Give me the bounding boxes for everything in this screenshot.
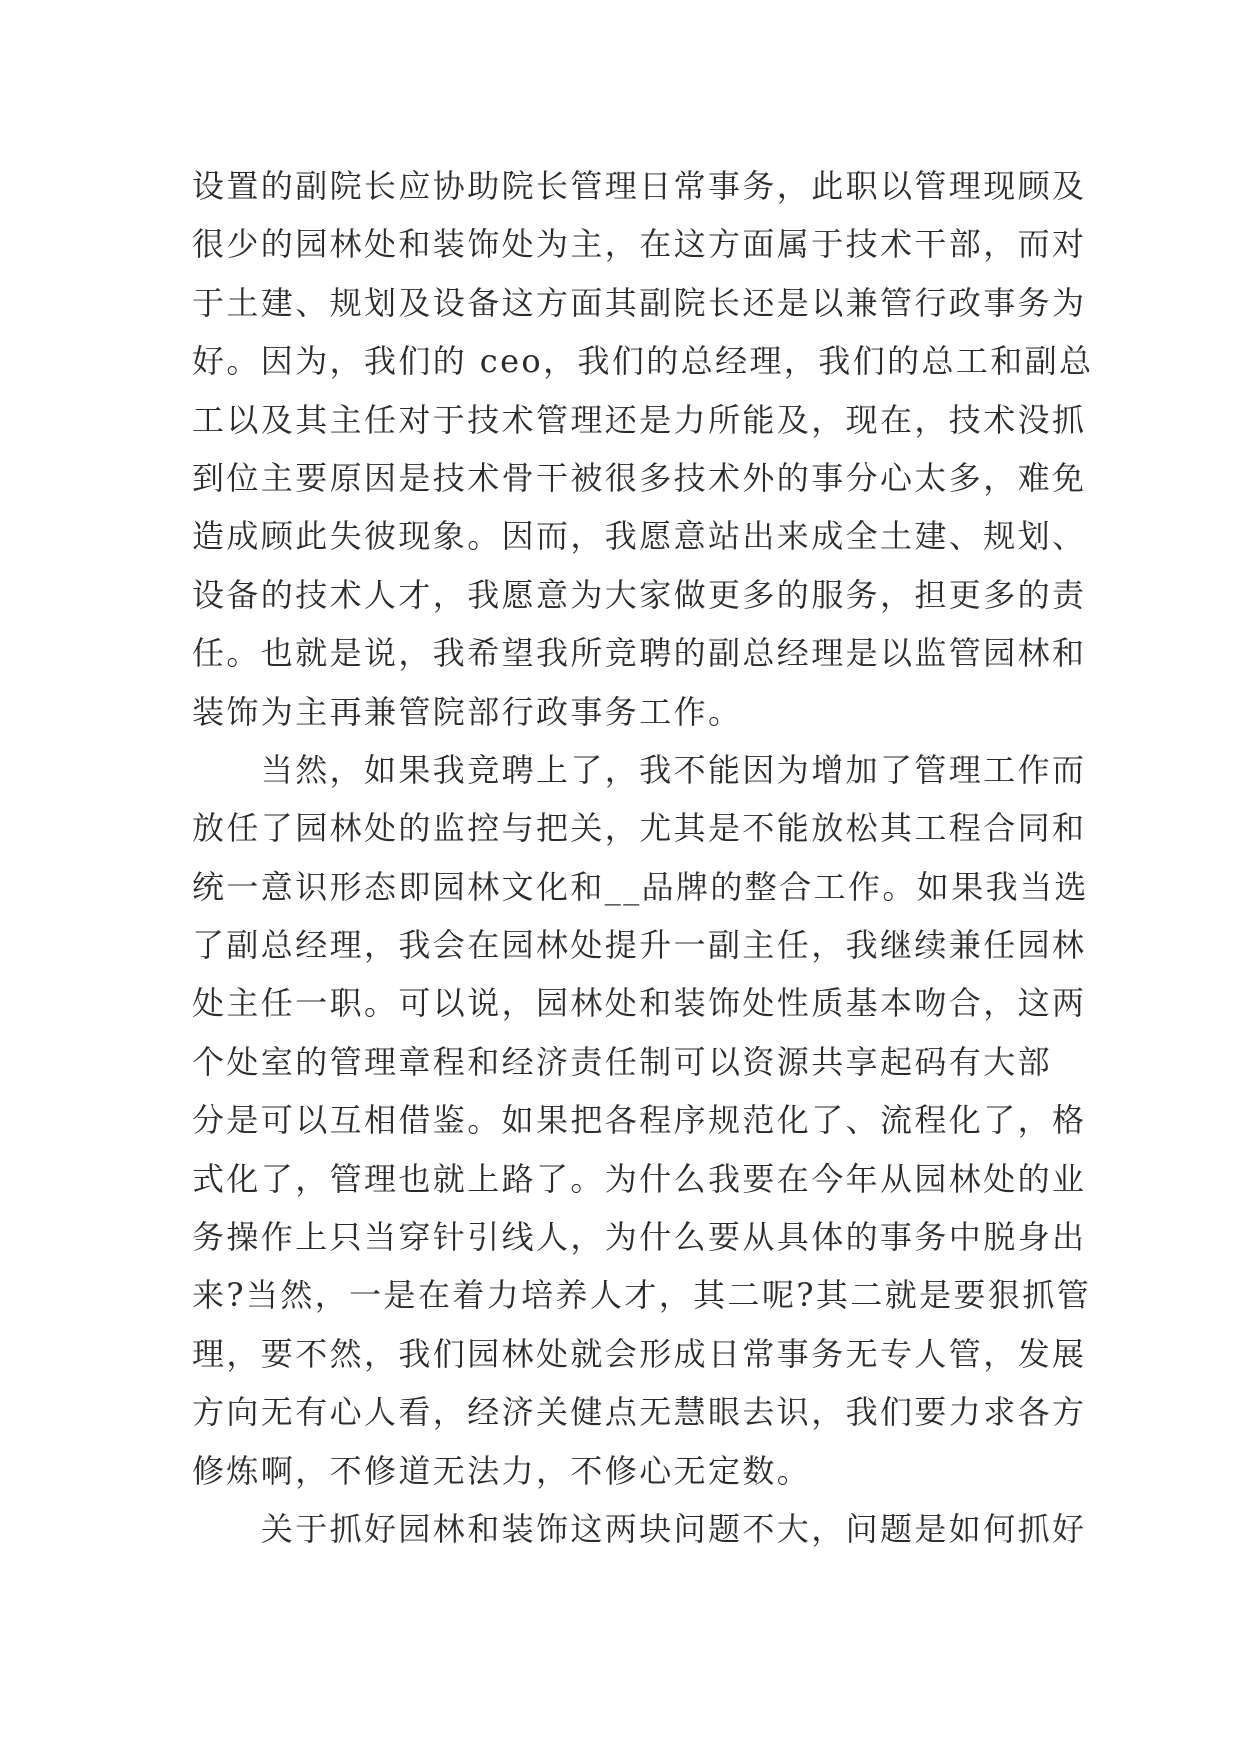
text-line: 到位主要原因是技术骨干被很多技术外的事分心太多，难免 xyxy=(192,458,1087,497)
text-line: 当然，如果我竞聘上了，我不能因为增加了管理工作而 xyxy=(192,750,1087,789)
text-line: 任。也就是说，我希望我所竞聘的副总经理是以监管园林和 xyxy=(192,634,1087,673)
text-line: 式化了，管理也就上路了。为什么我要在今年从园林处的业 xyxy=(192,1159,1087,1198)
text-line: 处主任一职。可以说，园林处和装饰处性质基本吻合，这两 xyxy=(192,984,1087,1023)
text-line: 于土建、规划及设备这方面其副院长还是以兼管行政事务为 xyxy=(192,283,1087,322)
text-line: 工以及其主任对于技术管理还是力所能及，现在，技术没抓 xyxy=(192,400,1087,439)
text-line: 设置的副院长应协助院长管理日常事务，此职以管理现顾及 xyxy=(192,167,1087,205)
text-line: 务操作上只当穿针引线人，为什么要从具体的事务中脱身出 xyxy=(192,1218,1087,1257)
body-text xyxy=(192,157,1094,1558)
text-line: 理，要不然，我们园林处就会形成日常事务无专人管，发展 xyxy=(192,1334,1087,1373)
text-line: 装饰为主再兼管院部行政事务工作。 xyxy=(192,692,743,731)
text-line: 来?当然，一是在着力培养人才，其二呢?其二就是要狠抓管 xyxy=(192,1276,1092,1315)
text-line: 统一意识形态即园林文化和__品牌的整合工作。如果我当选 xyxy=(192,867,1089,906)
text-line: 设备的技术人才，我愿意为大家做更多的服务，担更多的责 xyxy=(192,575,1087,614)
text-line: 放任了园林处的监控与把关，尤其是不能放松其工程合同和 xyxy=(192,809,1087,848)
text-line: 关于抓好园林和装饰这两块问题不大，问题是如何抓好 xyxy=(192,1509,1087,1548)
text-line: 造成顾此失彼现象。因而，我愿意站出来成全土建、规划、 xyxy=(192,517,1087,556)
text-line: 好。因为，我们的 ceo，我们的总经理，我们的总工和副总 xyxy=(192,342,1094,381)
text-line: 了副总经理，我会在园林处提升一副主任，我继续兼任园林 xyxy=(192,926,1087,965)
text-line: 个处室的管理章程和经济责任制可以资源共享起码有大部 xyxy=(192,1042,1053,1081)
text-line: 修炼啊，不修道无法力，不修心无定数。 xyxy=(192,1451,812,1490)
text-line: 很少的园林处和装饰处为主，在这方面属于技术干部，而对 xyxy=(192,225,1087,264)
text-line: 分是可以互相借鉴。如果把各程序规范化了、流程化了，格 xyxy=(192,1101,1087,1140)
text-line: 方向无有心人看，经济关健点无慧眼去识，我们要力求各方 xyxy=(192,1393,1087,1432)
